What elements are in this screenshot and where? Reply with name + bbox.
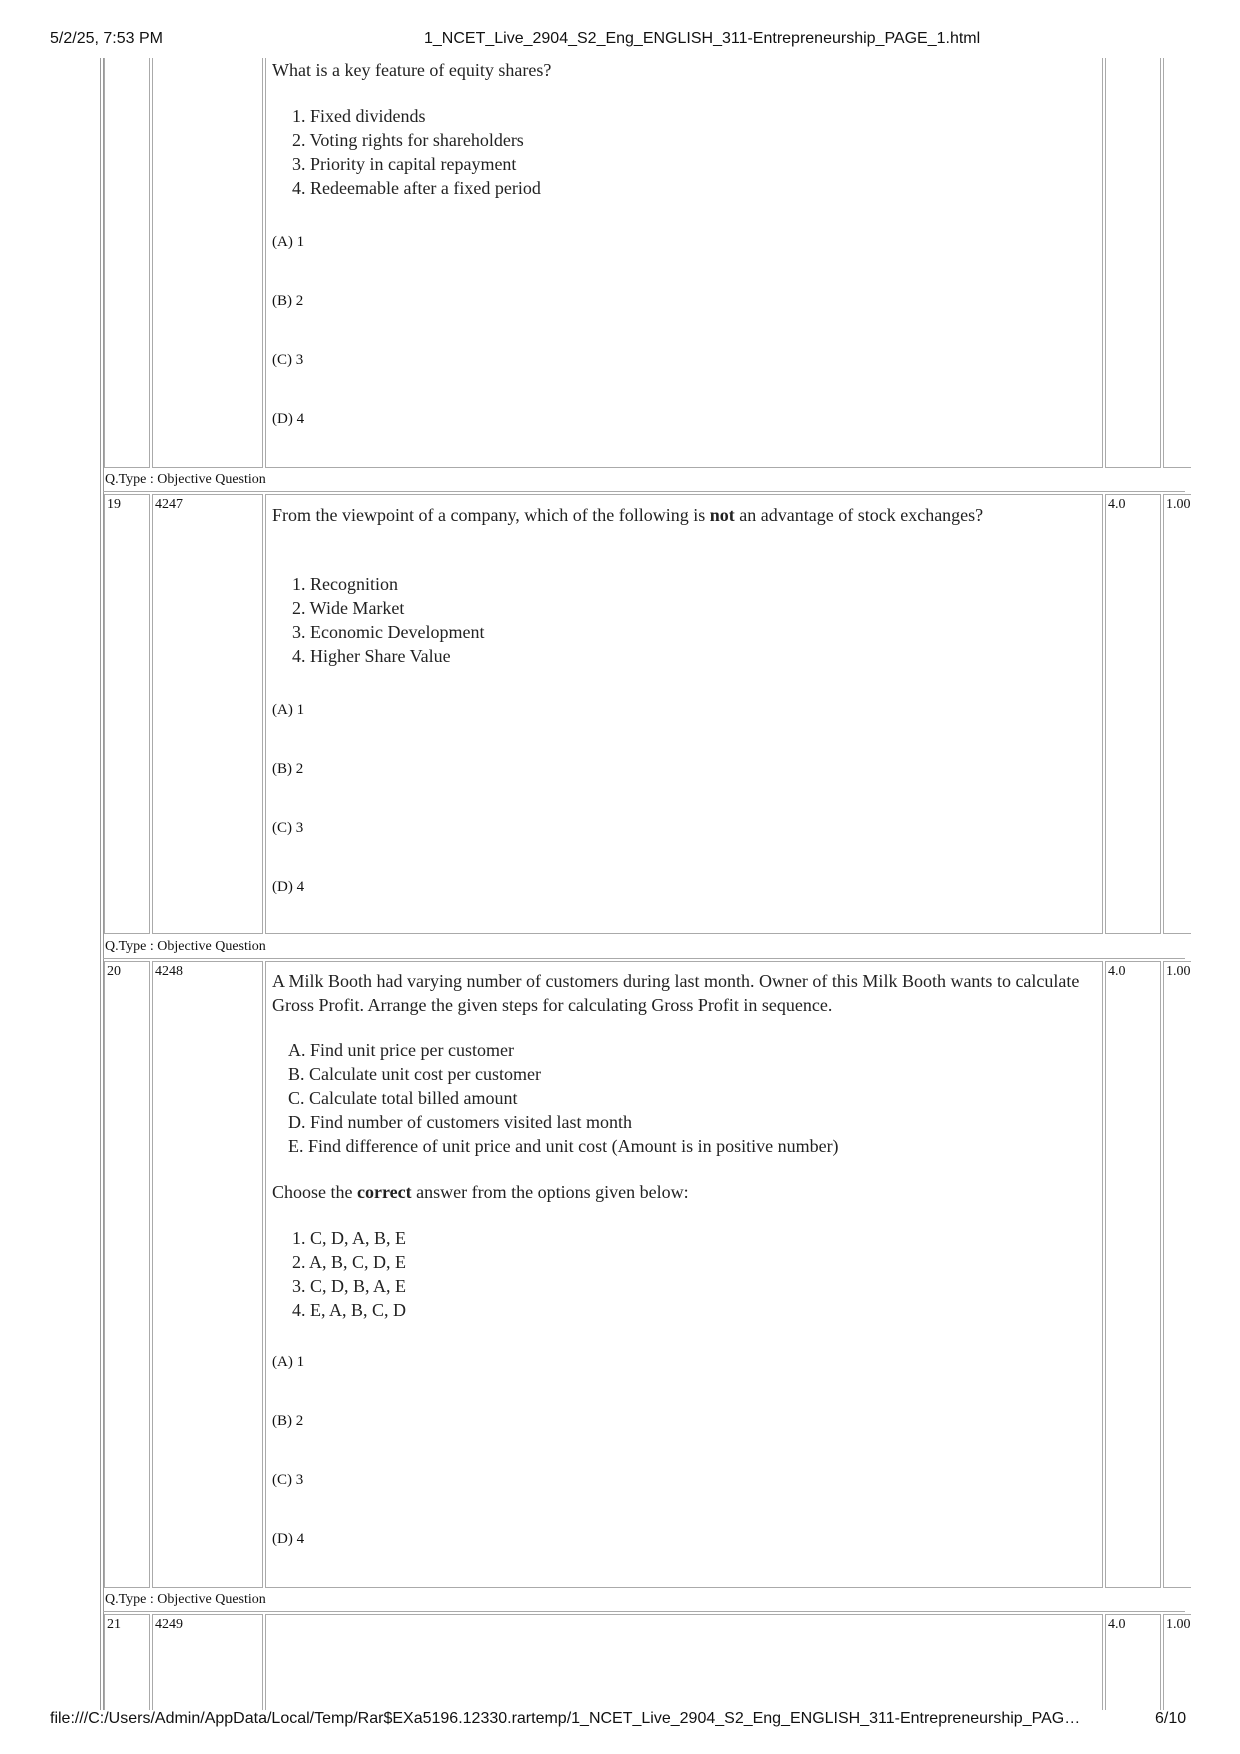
q19-option-d: (D) 4 [272,879,305,895]
q20-instruction-part: Choose the [272,1182,357,1202]
q18-option-b: (B) 2 [272,293,304,309]
q20-option-c: (C) 3 [272,1472,304,1488]
print-doc-title: 1_NCET_Live_2904_S2_Eng_ENGLISH_311-Entrepreneurship_PAGE_1.html [424,30,981,47]
print-file-path: file:///C:/Users/Admin/AppData/Local/Temp/Rar$EXa5196.12330.rartemp/1_NCET_Live_2904_S2_Eng_ENGLISH_311-Entrepreneurship_PAG… [50,1710,1081,1727]
q19-id: 4247 [155,497,183,512]
q21-number: 21 [107,1617,121,1632]
q19-text-part: an advantage of stock exchanges? [734,505,984,525]
row-separator [103,958,1185,959]
q18-statement: 2. Voting rights for shareholders [292,130,524,150]
q19-statement: 3. Economic Development [292,622,485,642]
q19-statement-list [292,572,484,668]
q18-id-cell [152,58,263,468]
q-type-label: Q.Type : Objective Question [105,1592,266,1607]
q19-neg-cell [1163,494,1191,934]
q20-instruction [272,1180,689,1204]
table-border-left [100,58,101,1710]
q18-statement: 1. Fixed dividends [292,106,426,126]
q18-num-cell [104,58,150,468]
print-datetime: 5/2/25, 7:53 PM [50,30,163,47]
q18-statement: 4. Redeemable after a fixed period [292,178,541,198]
q19-statement: 4. Higher Share Value [292,646,451,666]
q19-option-b: (B) 2 [272,761,304,777]
q20-marks: 4.0 [1108,964,1126,979]
q20-answer-item: 1. C, D, A, B, E [292,1228,407,1248]
q20-num-cell [104,961,150,1588]
q20-step: D. Find number of customers visited last month [288,1112,632,1132]
q20-negative-marks: 1.00 [1166,964,1190,979]
q19-negative-marks: 1.00 [1166,497,1190,512]
q20-answer-item: 2. A, B, C, D, E [292,1252,407,1272]
q19-option-c: (C) 3 [272,820,304,836]
q18-marks-cell [1105,58,1161,468]
q20-id-cell [152,961,263,1588]
q20-answer-list [292,1226,406,1322]
q-type-label: Q.Type : Objective Question [105,472,266,487]
q20-instruction-part: answer from the options given below: [411,1182,689,1202]
q18-option-d: (D) 4 [272,411,305,427]
q19-question-cell [265,494,1103,934]
q19-id-cell [152,494,263,934]
q19-question-text [272,503,1072,527]
q20-neg-cell [1163,961,1191,1588]
q21-id: 4249 [155,1617,183,1632]
q19-num-cell [104,494,150,934]
q20-option-a: (A) 1 [272,1354,305,1370]
q19-marks-cell [1105,494,1161,934]
q18-neg-cell [1163,58,1191,468]
q20-step: A. Find unit price per customer [288,1040,514,1060]
q19-text-part: From the viewpoint of a company, which of the following is [272,505,710,525]
q20-option-d: (D) 4 [272,1531,305,1547]
q20-marks-cell [1105,961,1161,1588]
q20-steps-list [288,1038,839,1158]
q20-step: B. Calculate unit cost per customer [288,1064,541,1084]
q18-option-a: (A) 1 [272,234,305,250]
q20-number: 20 [107,964,121,979]
q18-statement-list [292,104,541,200]
q21-negative-marks: 1.00 [1166,1617,1190,1632]
print-page-number: 6/10 [1155,1710,1187,1727]
q18-option-c: (C) 3 [272,352,304,368]
q20-option-b: (B) 2 [272,1413,304,1429]
q18-statement: 3. Priority in capital repayment [292,154,517,174]
q19-number: 19 [107,497,121,512]
q19-statement: 2. Wide Market [292,598,405,618]
q19-marks: 4.0 [1108,497,1126,512]
q20-answer-item: 4. E, A, B, C, D [292,1300,407,1320]
row-separator [103,491,1185,492]
q20-step: C. Calculate total billed amount [288,1088,518,1108]
q20-instruction-emphasis: correct [357,1182,412,1202]
q21-marks: 4.0 [1108,1617,1126,1632]
q21-question-cell [265,1614,1103,1710]
row-separator [103,1611,1185,1612]
q20-question-text: A Milk Booth had varying number of customers during last month. Owner of this Milk Booth wants to calculate Gross Profit. Arrange the given steps for calculating Gross Profit in sequence. [272,971,1080,1015]
q20-id: 4248 [155,964,183,979]
q18-question-text: What is a key feature of equity shares? [272,60,552,80]
q19-text-emphasis: not [709,505,735,525]
q-type-label: Q.Type : Objective Question [105,939,266,954]
q19-option-a: (A) 1 [272,702,305,718]
q19-statement: 1. Recognition [292,574,398,594]
q20-step: E. Find difference of unit price and unit cost (Amount is in positive number) [288,1136,839,1156]
q20-answer-item: 3. C, D, B, A, E [292,1276,407,1296]
